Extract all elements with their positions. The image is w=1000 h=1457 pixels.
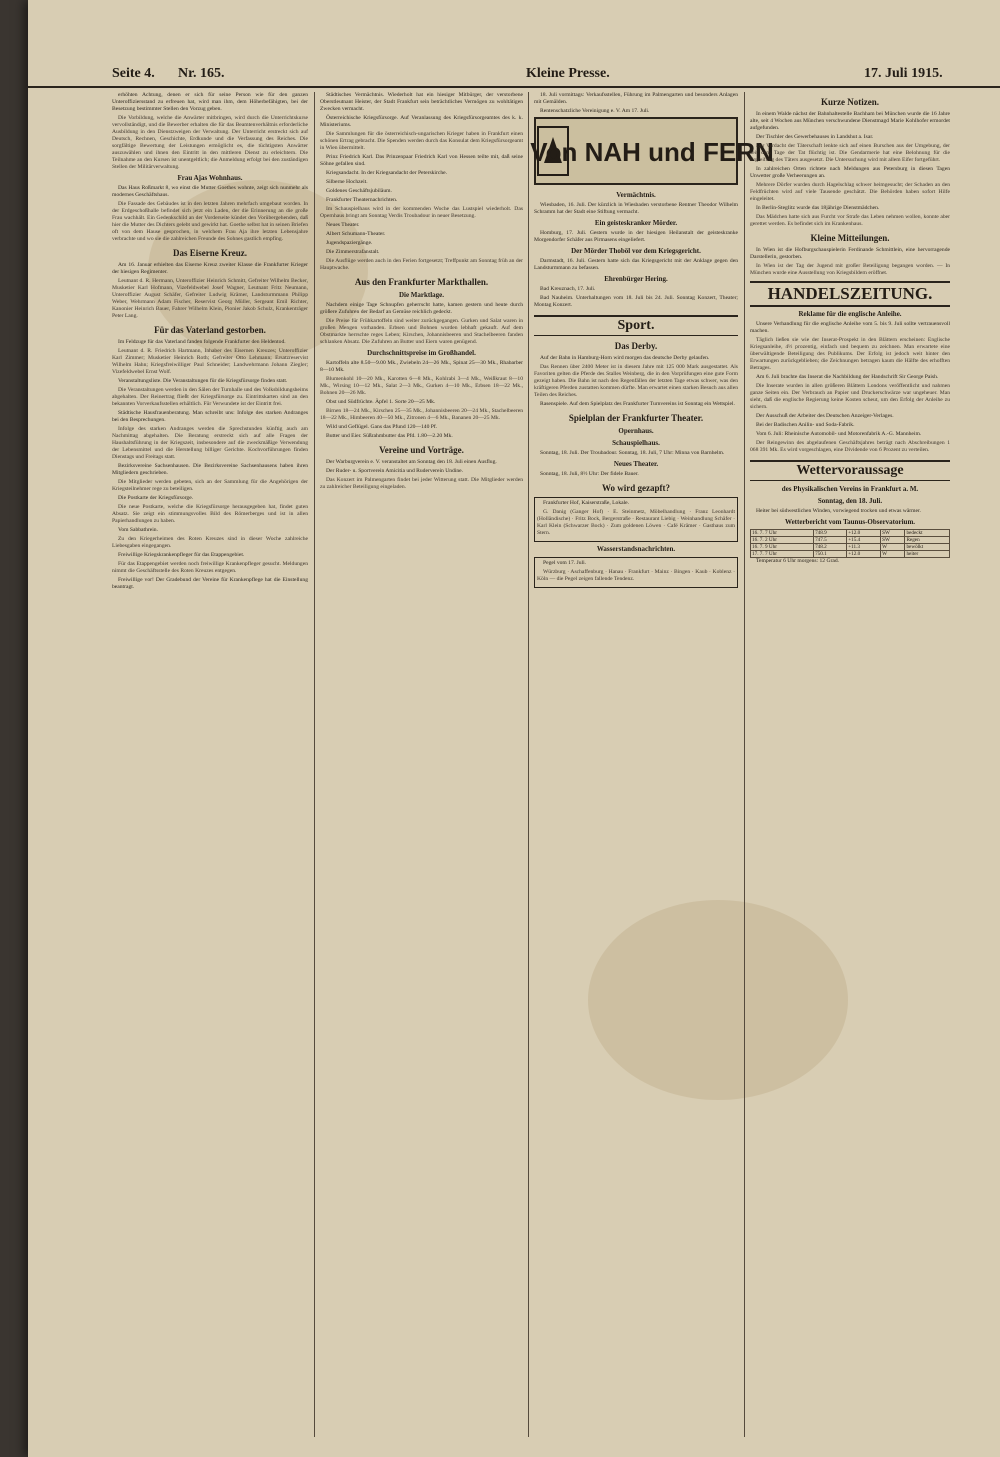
paragraph: Rasenspiele. Auf dem Spielplatz des Frankfurter Turnvereins ist Sonntag ein Wettspiel.: [540, 401, 735, 407]
section-heading: Für das Vaterland gestorben.: [154, 325, 266, 335]
paragraph: Butter und Eier. Süßrahmbutter das Pfd. 1.80—2.20 Mk.: [326, 433, 453, 439]
paragraph: Bezirksvereine Sachsenhausen. Die Bezirksvereine Sachsenhausens haben ihren Mitgliedern geschrieben.: [112, 463, 308, 476]
section-heading: Der Mörder Thoböl vor dem Kriegsgericht.: [571, 247, 701, 255]
paragraph: Der Ausschuß der Arbeiter des Deutschen Anzeiger-Verlages.: [756, 413, 894, 419]
filler-text: Die Mitglieder werden gebeten, sich an der Sammlung für die Angehörigen der Kriegsteilnehmer rege zu beteiligen.: [112, 479, 308, 492]
filler-text: Die Sammlungen für die österreichisch-ungarischen Krieger haben in Frankfurt einen schönen Ertrag gebracht. Die Spenden werden durch das Konsulat dem Kriegsfürsorgeamt in Wien übermittelt.: [320, 131, 523, 151]
paragraph: Städtisches Vermächtnis. Wiederholt hat ein hiesiger Mitbürger, der verstorbene Oberstleutnant Heister, der Stadt Frankfurt sein beträchtliches Vermögen zu wohltätigen Zwecken vermacht.: [320, 92, 523, 112]
paragraph: Vom Sabbathrein.: [118, 527, 158, 533]
paragraph: Sonntag, 18. Juli, 8½ Uhr: Der fidele Bauer.: [540, 471, 639, 477]
paragraph: Der Tischler des Gewerbehauses in Landshut a. Isar.: [756, 134, 874, 140]
section-heading: Sport.: [534, 315, 738, 336]
filler-text: Leutnant d. R. Friedrich Hartmann, Inhaber des Eisernen Kreuzes; Unteroffizier Karl Zimmer; Musketier Heinrich Roth; Gefreiter Otto Lehmann; Ersatzreservist Wilhelm Hahn; Kriegsfreiwilliger Paul Schneider; Landwehrmann Johann Ziegler; Vizefeldwebel Ernst Wolf.: [112, 348, 308, 375]
column-rule: [314, 92, 315, 1437]
page-header: [28, 64, 1000, 88]
newspaper-page: [28, 0, 1000, 1457]
paragraph: Darmstadt, 16. Juli. Gestern hatte sich das Kriegsgericht mit der Anklage gegen den Landsturmmann zu befassen.: [534, 258, 738, 271]
paragraph: Das Haus Roßmarkt 8, wo einst die Mutter Goethes wohnte, zeigt sich nunmehr als modernes Geschäftshaus.: [112, 185, 308, 198]
filler-text: Würzburg · Aschaffenburg · Hanau · Frankfurt · Mainz · Bingen · Kaub · Koblenz · Köln — die Pegel zeigen fallende Tendenz.: [537, 569, 735, 582]
column-3: [530, 92, 774, 1437]
paragraph: erhöhten Achtung, denen er sich für seine Person wie für den ganzen Unteroffiziersstand zu erfreuen hat, wird man ihm, dem Höherbefähigten, bei der Besetzung bestimmter Stellen den Vorzug geben.: [112, 92, 308, 112]
paragraph: Wiesbaden, 16. Juli. Der kürzlich in Wiesbaden verstorbene Rentner Theodor Wilhelm Schramm hat der Stadt eine Stiftung vermacht.: [534, 202, 738, 215]
section-heading: Die Marktlage.: [398, 291, 445, 299]
filler-text: G. Danig (Ganger Hof) · E. Steinmetz, Möbelhandlung · Franz Leonhardt (Holländische) · Fritz Bock, Bergerstraße · Restaurant Liebig · Weinhandlung Schäfer · Karl Klein (Schwarzer Bock) · Zum goldenen Löwen · Café Krämer · Gasthaus zum Stern.: [537, 509, 735, 536]
paragraph: Obst und Südfrüchte. Äpfel 1. Sorte 20—25 Mk.: [326, 399, 436, 405]
filler-text: Die Veranstaltungen werden in den Sälen der Turnhalle und des Volksbildungsheims abgehalten. Der Reinertrag fließt der Kriegsfürsorge zu. Eintrittskarten sind an den bekannten Vorverkaufsstellen erhältlich. Für Verwundete ist der Eintritt frei.: [112, 387, 308, 407]
paragraph: Veranstaltungsliste. Die Veranstaltungen für die Kriegsfürsorge finden statt.: [118, 378, 288, 384]
paragraph: Prinz Friedrich Karl. Das Prinzenpaar Friedrich Karl von Hessen teilte mit, daß seine Söhne gefallen sind.: [320, 154, 523, 167]
paragraph: Freiwillige Kriegskrankenpfleger für das Etappengebiet.: [118, 552, 245, 558]
section-heading: Reklame für die englische Anleihe.: [798, 310, 902, 318]
filler-text: Das Konzert im Palmengarten findet bei jeder Witterung statt. Die Mitglieder werden zu zahlreicher Beteiligung eingeladen.: [320, 477, 523, 490]
paragraph: Am 6. Juli brachte das Inserat die Nachbildung der Handschrift Sir George Paish.: [756, 374, 939, 380]
section-heading: Durchschnittspreise im Großhandel.: [367, 349, 476, 357]
section-heading: Vermächtnis.: [616, 191, 656, 199]
section-heading: Wo wird gezapft?: [602, 483, 670, 493]
paragraph: In einem Walde nächst der Bahnhaltestelle Bachham bei München wurde die 16 Jahre alte, seit 4 Wochen aus München verschwundene Dienstmagd Marie Kohlhofer ermordet aufgefunden.: [750, 111, 950, 131]
paragraph: Frankfurter Theaternachrichten.: [326, 197, 398, 203]
paragraph: Österreichische Kriegsfürsorge. Auf Veranlassung des Kriegsfürsorgeamtes des k. k. Ministeriums.: [320, 115, 523, 128]
paragraph: Der Ruder- u. Sportverein Amicitia und Ruderverein Undine.: [326, 468, 464, 474]
column-rule: [528, 92, 529, 1437]
paragraph: Am 16. Januar erhielten das Eiserne Kreuz zweiter Klasse die Frankfurter Krieger der hiesigen Regimenter.: [112, 262, 308, 275]
paragraph: Die Postkarte der Kriegsfürsorge.: [118, 495, 194, 501]
paragraph: Auf der Bahn in Hamburg-Horn wird morgen das deutsche Derby gelaufen.: [540, 355, 710, 361]
section-heading: Vereine und Vorträge.: [379, 445, 464, 455]
filler-text: Der Reingewinn des abgelaufenen Geschäftsjahres beträgt nach Abschreibungen 1 068 391 Mk. Es wird vorgeschlagen, eine Dividende von 6 Prozent zu verteilen.: [750, 440, 950, 453]
paragraph: Bad Nauheim. Unterhaltungen vom 18. Juli bis 24. Juli. Sonntag Konzert, Theater; Montag Konzert.: [534, 295, 738, 308]
paragraph: Sonntag, 18. Juli. Der Troubadour. Sonntag, 18. Juli, 7 Uhr: Minna von Barnhelm.: [540, 450, 725, 456]
weather-table: 16. 7. 7 Uhr 748.9 +12.0 SW bedeckt 16. 7. 2 Uhr 747.5 +15.4 SW Regen 16. 7. 9 Uhr 748.2 +11.3 W bewölkt 17. 7. 7 Uhr 750.1 +12.0 W heiter: [750, 529, 950, 558]
section-heading: Das Derby.: [614, 341, 658, 351]
paragraph: Jugendspaziergänge.: [326, 240, 373, 246]
paragraph: Im Feldzuge für das Vaterland fanden folgende Frankfurter den Heldentod.: [118, 339, 286, 345]
paragraph: Pegel vom 17. Juli.: [543, 560, 587, 566]
section-heading: des Physikalischen Vereins in Frankfurt a. M.: [781, 485, 919, 493]
filler-text: Birnen 18—24 Mk., Kirschen 25—35 Mk., Johannisbeeren 20—24 Mk., Stachelbeeren 18—22 Mk., Himbeeren 40—50 Mk., Zitronen 4—6 Mk., Bananen 20—25 Mk.: [320, 408, 523, 421]
column-rule: [744, 92, 745, 1437]
paragraph: In zahlreichen Orten richtete nach Meldungen aus Petersburg in diesen Tagen Unwetter große Verheerungen an.: [750, 166, 950, 179]
filler-text: Der Verdacht der Täterschaft lenkte sich auf einen Burschen aus der Umgebung, der seit dem Tage der Tat flüchtig ist. Die Gendarmerie hat eine Belohnung für die Ergreifung des Täters ausgesetzt. Die Untersuchung wird mit allem Eifer fortgeführt.: [750, 143, 950, 163]
paragraph: Frankfurter Hof, Kaiserstraße, Lokale.: [543, 500, 630, 506]
paragraph: In Berlin-Steglitz wurde das 18jährige Dienstmädchen.: [756, 205, 880, 211]
section-heading: HANDELSZEITUNG.: [750, 281, 950, 307]
filler-text: Infolge des starken Andranges werden die Sprechstunden künftig auch am Nachmittag abgehalten. Die Beratung erstreckt sich auf alle Fragen der Haushaltsführung in der Kriegszeit, insbesondere auf die zweckmäßige Verwendung der Lebensmittel und die Herstellung billiger Gerichte. Kochvorführungen finden Dienstags und Freitags statt.: [112, 426, 308, 460]
paragraph: Rentenschatzliche Vereinigung e. V. Am 17. Juli.: [540, 108, 650, 114]
paragraph: Bad Kreuznach, 17. Juli.: [540, 286, 596, 292]
paragraph: 18. Juli vormittags: Verkaufsstellen, Führung im Palmengarten und besonders Anlagen mit Gemälden.: [534, 92, 738, 105]
paragraph: Der Warburgverein e. V. veranstaltet am Sonntag den 18. Juli einen Ausflug.: [326, 459, 497, 465]
column-1: [112, 92, 308, 1437]
section-heading: Schauspielhaus.: [612, 439, 660, 447]
paragraph: Albert Schumann-Theater.: [326, 231, 386, 237]
filler-text: Im Schauspielhaus wird in der kommenden Woche das Lustspiel wiederholt. Das Opernhaus bringt am Sonntag Verdis Troubadour in neuer Besetzung.: [320, 206, 523, 219]
paragraph: In Wien ist die Hofburgschauspielerin Ferdinande Schmittlein, eine hervorragende Darstellerin, gestorben.: [750, 247, 950, 260]
paragraph: Unsere Verhandlung für die englische Anleihe vom 5. bis 9. Juli sollte vertrauensvoll machen.: [750, 321, 950, 334]
water-level-box: [534, 557, 738, 588]
paragraph: Vom 6. Juli: Rheinische Automobil- und Motorenfabrik A.-G. Mannheim.: [756, 431, 922, 437]
filler-text: Für das Etappengebiet werden noch freiwillige Krankenpfleger gesucht. Meldungen nimmt die Geschäftsstelle des Roten Kreuzes entgegen.: [112, 561, 308, 574]
section-heading: Ehrenbürger Hering.: [604, 275, 668, 283]
banner-title: Von NAH und FERN: [530, 137, 774, 167]
paragraph: Silberne Hochzeit.: [326, 179, 368, 185]
filler-text: Leutnant d. R. Hermann, Unteroffizier Heinrich Schmitt, Gefreiter Wilhelm Becker, Musketier Karl Hofmann, Vizefeldwebel Josef Wagner, Leutnant Fritz Neumann, Unteroffizier August Schäfer, Gefreiter Ludwig Krämer, Landsturmmann Philipp Weber, Wehrmann Adam Fischer, Reservist Georg Müller, Sergeant Emil Richter, Kanonier Heinrich Bauer, Fahrer Wilhelm Klein, Pionier Jakob Schulz, Krankenträger Peter Lang.: [112, 278, 308, 319]
section-heading: Spielplan der Frankfurter Theater.: [568, 413, 704, 423]
section-heading: Kurze Notizen.: [821, 97, 879, 107]
filler-text: Die Fassade des Gebäudes ist in den letzten Jahren mehrfach umgebaut worden. In der Erdgeschoßhalle befindet sich jetzt ein Laden, der die Erinnerung an die große Frau wachhält. Ein Gedenkschild an der Vorderseite kündet den Vorübergehenden, daß hier die Mutter des Dichters gelebt und gewirkt hat. Goethe selbst hat in seinen Briefen oft von dem Hause gesprochen, in welchem Frau Aja ihre letzten Lebensjahre verbrachte und wo sie die zahlreichen Freunde des Sohnes gastlich empfing.: [112, 201, 308, 242]
paragraph: Nachdem einige Tage Schnupfen geherrscht hatte, kamen gestern und heute durch größere Zufuhren der Bedarf an Gemüse reichlich gedeckt.: [320, 302, 523, 315]
filler-text: In Wien ist der Tag der Jugend mit großer Beteiligung begangen worden. — In München wurde eine Ausstellung von Kriegsbildern eröffnet.: [750, 263, 950, 276]
section-heading: Kleine Mitteilungen.: [810, 233, 890, 243]
filler-text: Zu den Kriegerheimen des Roten Kreuzes sind in dieser Woche zahlreiche Liebesgaben eingegangen.: [112, 536, 308, 549]
paragraph: Goldenes Geschäftsjubiläum.: [326, 188, 392, 194]
section-heading: Das Eiserne Kreuz.: [172, 248, 248, 258]
issue-number: Nr. 165.: [178, 66, 225, 81]
section-heading: Sonntag, den 18. Juli.: [817, 497, 883, 505]
paragraph: Die Zimmerstrafanstalt.: [326, 249, 380, 255]
filler-text: Mehrere Dörfer wurden durch Hagelschlag schwer heimgesucht; der Schaden an den Feldfrüchten wird auf viele Tausende geschätzt. Die Behörden haben sofort Hilfe eingeleitet.: [750, 182, 950, 202]
issue-date: 17. Juli 1915.: [864, 66, 943, 81]
section-heading: Wetterbericht vom Taunus-Observatorium.: [784, 518, 916, 526]
filler-text: Die Ausflüge werden auch in den Ferien fortgesetzt; Treffpunkt am Sonntag früh an der Hauptwache.: [320, 258, 523, 271]
filler-text: Die neue Postkarte, welche die Kriegsfürsorge herausgegeben hat, findet guten Absatz. Sie zeigt ein stimmungsvolles Bild des Römerberges und ist in allen Papierhandlungen zu haben.: [112, 504, 308, 524]
section-heading: Opernhaus.: [618, 427, 654, 435]
advertisement-box: [534, 497, 738, 542]
paragraph: Kriegsandacht. In der Kriegsandacht der Peterskirche.: [326, 170, 447, 176]
page-number: Seite 4.: [112, 66, 155, 81]
masthead: Kleine Presse.: [526, 66, 610, 81]
filler-text: Die Inserate wurden in allen größeren Blättern Londons veröffentlicht und nahmen ganze Seiten ein. Der Verbrauch an Papier und Druckerschwärze war ungeheuer. Man sieht, daß die englische Regierung keine Kosten scheut, um den Erfolg der Anleihe zu sichern.: [750, 383, 950, 410]
section-heading: Ein geisteskranker Mörder.: [594, 219, 678, 227]
filler-text: Das Rennen über 2400 Meter ist in diesem Jahre mit 125 000 Mark ausgestattet. Als Favoriten gelten die Pferde des Stalles Weinberg, die in den Vorprüfungen eine gute Form gezeigt haben. Die Bahn ist nach den Regenfällen der letzten Tage etwas schwer, was den kräftigeren Pferden zustatten kommen dürfte. Man erwartet einen starken Besuch aus allen Teilen des Reiches.: [534, 364, 738, 398]
section-heading: Frau Ajas Wohnhaus.: [177, 174, 243, 182]
paragraph: Freiwillige vor! Der Gradebund der Vereine für Krankenpflege hat die Einstellung beantragt.: [112, 577, 308, 590]
section-heading: Aus den Frankfurter Markthallen.: [354, 277, 489, 287]
paragraph: Städtische Hausfrauenberatung. Man schreibt uns: Infolge des starken Andranges bei den Besprechungen.: [112, 410, 308, 423]
column-4: [750, 92, 950, 1437]
paragraph: Kartoffeln alte 8.50—9.00 Mk., Zwiebeln 24—26 Mk., Spinat 25—30 Mk., Rhabarber 8—10 Mk.: [320, 360, 523, 373]
section-heading: Wettervoraussage: [750, 460, 950, 481]
paragraph: Heiter bei südwestlichen Winden, vorwiegend trocken und etwas wärmer.: [756, 508, 921, 514]
section-heading: Neues Theater.: [613, 460, 659, 468]
section-heading: Wasserstandsnachrichten.: [596, 545, 676, 553]
section-banner: [530, 117, 774, 185]
paragraph: Bei der Badischen Anilin- und Soda-Fabrik.: [756, 422, 855, 428]
filler-text: Täglich ließen sie wie der Inserat-Prospekt in den Blättern erscheinen: Englische Kriegsanleihe, 4½ prozentig, einfach und bequem zu zeichnen. Man erwartete eine überwältigende Beteiligung des Publikums. Der Erfolg ist jedoch weit hinter den Erwartungen zurückgeblieben; die Zeichnungen betragen kaum die Hälfte des erhofften Betrages.: [750, 337, 950, 371]
paragraph: Wild und Geflügel. Gans das Pfund 120—140 Pf.: [326, 424, 438, 430]
banner-graphic: [530, 123, 774, 179]
filler-text: Blumenkohl 10—20 Mk., Karotten 6—8 Mk., Kohlrabi 3—4 Mk., Weißkraut 8—10 Mk., Wirsing 10—12 Mk., Salat 2—3 Mk., Gurken 4—10 Mk., Erbsen 18—22 Mk., Bohnen 20—26 Mk.: [320, 376, 523, 396]
filler-text: Die Preise für Frühkartoffeln sind weiter zurückgegangen. Gurken und Salat waren in großen Mengen vorhanden. Erbsen und Bohnen wurden lebhaft gekauft. Auf dem Obstmarkte herrschte reges Leben; Kirschen, Johannisbeeren und Stachelbeeren fanden schlanken Absatz. Die Zufuhren an Butter und Eiern waren genügend.: [320, 318, 523, 345]
filler-text: Die Vorbildung, welche die Anwärter mitbringen, wird durch die Unterrichtskurse vervollständigt, und die Bewerber erhalten die für das Beamtenverhältnis erforderliche Ausbildung in den Dienstzweigen der Verwaltung. Der Unterricht erstreckt sich auf Deutsch, Rechnen, Geschichte, Erdkunde und die Verfassung des Reiches. Die sorgfältige Bewertung der Leistungen ermöglicht es, die tüchtigsten Anwärter auszuwählen und ihnen den Eintritt in den mittleren Dienst zu erleichtern. Die Teilnahme an den Kursen ist unentgeltlich; die Anmeldung erfolgt bei den zuständigen Stellen der Militärverwaltung.: [112, 115, 308, 170]
paragraph: Neues Theater.: [326, 222, 360, 228]
column-2: [320, 92, 523, 1437]
paragraph: Homburg, 17. Juli. Gestern wurde in der hiesigen Heilanstalt der geisteskranke Morgendorfer Schäfer aus Pirmasens eingeliefert.: [534, 230, 738, 243]
filler-text: Das Mädchen hatte sich aus Furcht vor Strafe das Leben nehmen wollen, konnte aber gerettet werden. Es befindet sich im Krankenhaus.: [750, 214, 950, 227]
paragraph: Temperatur 6 Uhr morgens: 12 Grad.: [756, 558, 840, 564]
